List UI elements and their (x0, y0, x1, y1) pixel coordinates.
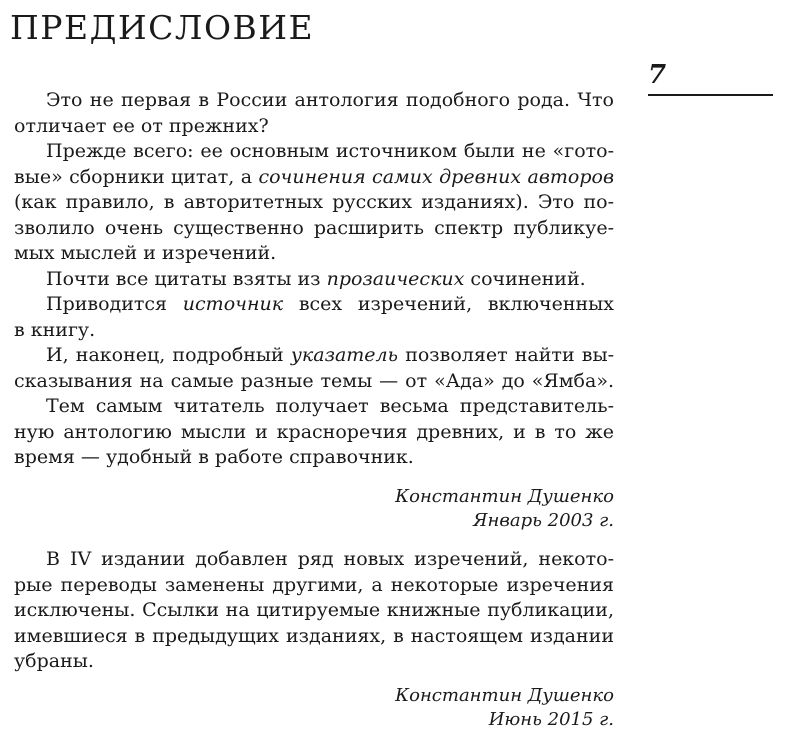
text-segment: вые» сборники цитат, а (14, 165, 253, 188)
text-line: ную антологию мысли и красноречия древних, и в то же (14, 420, 614, 443)
page-heading: ПРЕДИСЛОВИЕ (10, 8, 315, 47)
text-line: В IV издании добавлен ряд новых изречений, некото- (46, 548, 614, 570)
signature-author: Константин Душенко (395, 486, 614, 507)
edition-note-block (14, 547, 614, 675)
page-number: 7 (648, 60, 667, 90)
main-text-block (14, 88, 614, 471)
text-line (14, 343, 614, 369)
text-segment: всех изречений, включенных (298, 293, 615, 315)
text-line: Прежде всего: ее основным источником были не «гото- (46, 140, 614, 162)
signature-date: Июнь 2015 г. (488, 709, 614, 730)
text-line: убраны. (14, 650, 94, 672)
text-line: сказывания на самые разные темы — от «Ада» до «Ямба». (14, 369, 614, 392)
page-number-rule (648, 94, 773, 96)
signature-date: Январь 2003 г. (473, 510, 614, 531)
text-line: зволило очень существенно расширить спектр публикуе- (14, 216, 614, 239)
signature-author: Константин Душенко (395, 685, 614, 706)
text-line (14, 267, 614, 293)
italic-phrase: прозаических (326, 267, 465, 290)
italic-phrase: источник (182, 293, 284, 315)
text-line: рые переводы заменены другими, а некоторые изречения (14, 573, 614, 596)
text-line: (как правило, в авторитетных русских изданиях). Это по- (14, 191, 614, 213)
italic-phrase: указатель (290, 344, 398, 366)
text-line: Это не первая в России антология подобного рода. Что (46, 89, 614, 111)
text-segment: позволяет найти вы- (405, 344, 615, 366)
text-line: отличает ее от прежних? (14, 114, 269, 137)
text-segment: Приводится (46, 293, 168, 315)
text-segment: Почти все цитаты взяты из (46, 267, 321, 290)
text-line: исключены. Ссылки на цитируемые книжные публикации, (14, 599, 614, 621)
text-line: в книгу. (14, 318, 96, 341)
text-line: Тем самым читатель получает весьма представитель- (46, 395, 614, 417)
text-line: мых мыслей и изречений. (14, 242, 277, 264)
text-line: имевшиеся в предыдущих изданиях, в настоящем издании (14, 624, 614, 647)
italic-phrase: сочинения самих древних авторов (258, 165, 615, 188)
text-line (14, 292, 614, 318)
text-line: время — удобный в работе справочник. (14, 446, 414, 468)
text-segment: сочинений. (470, 267, 586, 290)
text-segment: И, наконец, подробный (46, 344, 284, 366)
text-line (14, 165, 614, 191)
